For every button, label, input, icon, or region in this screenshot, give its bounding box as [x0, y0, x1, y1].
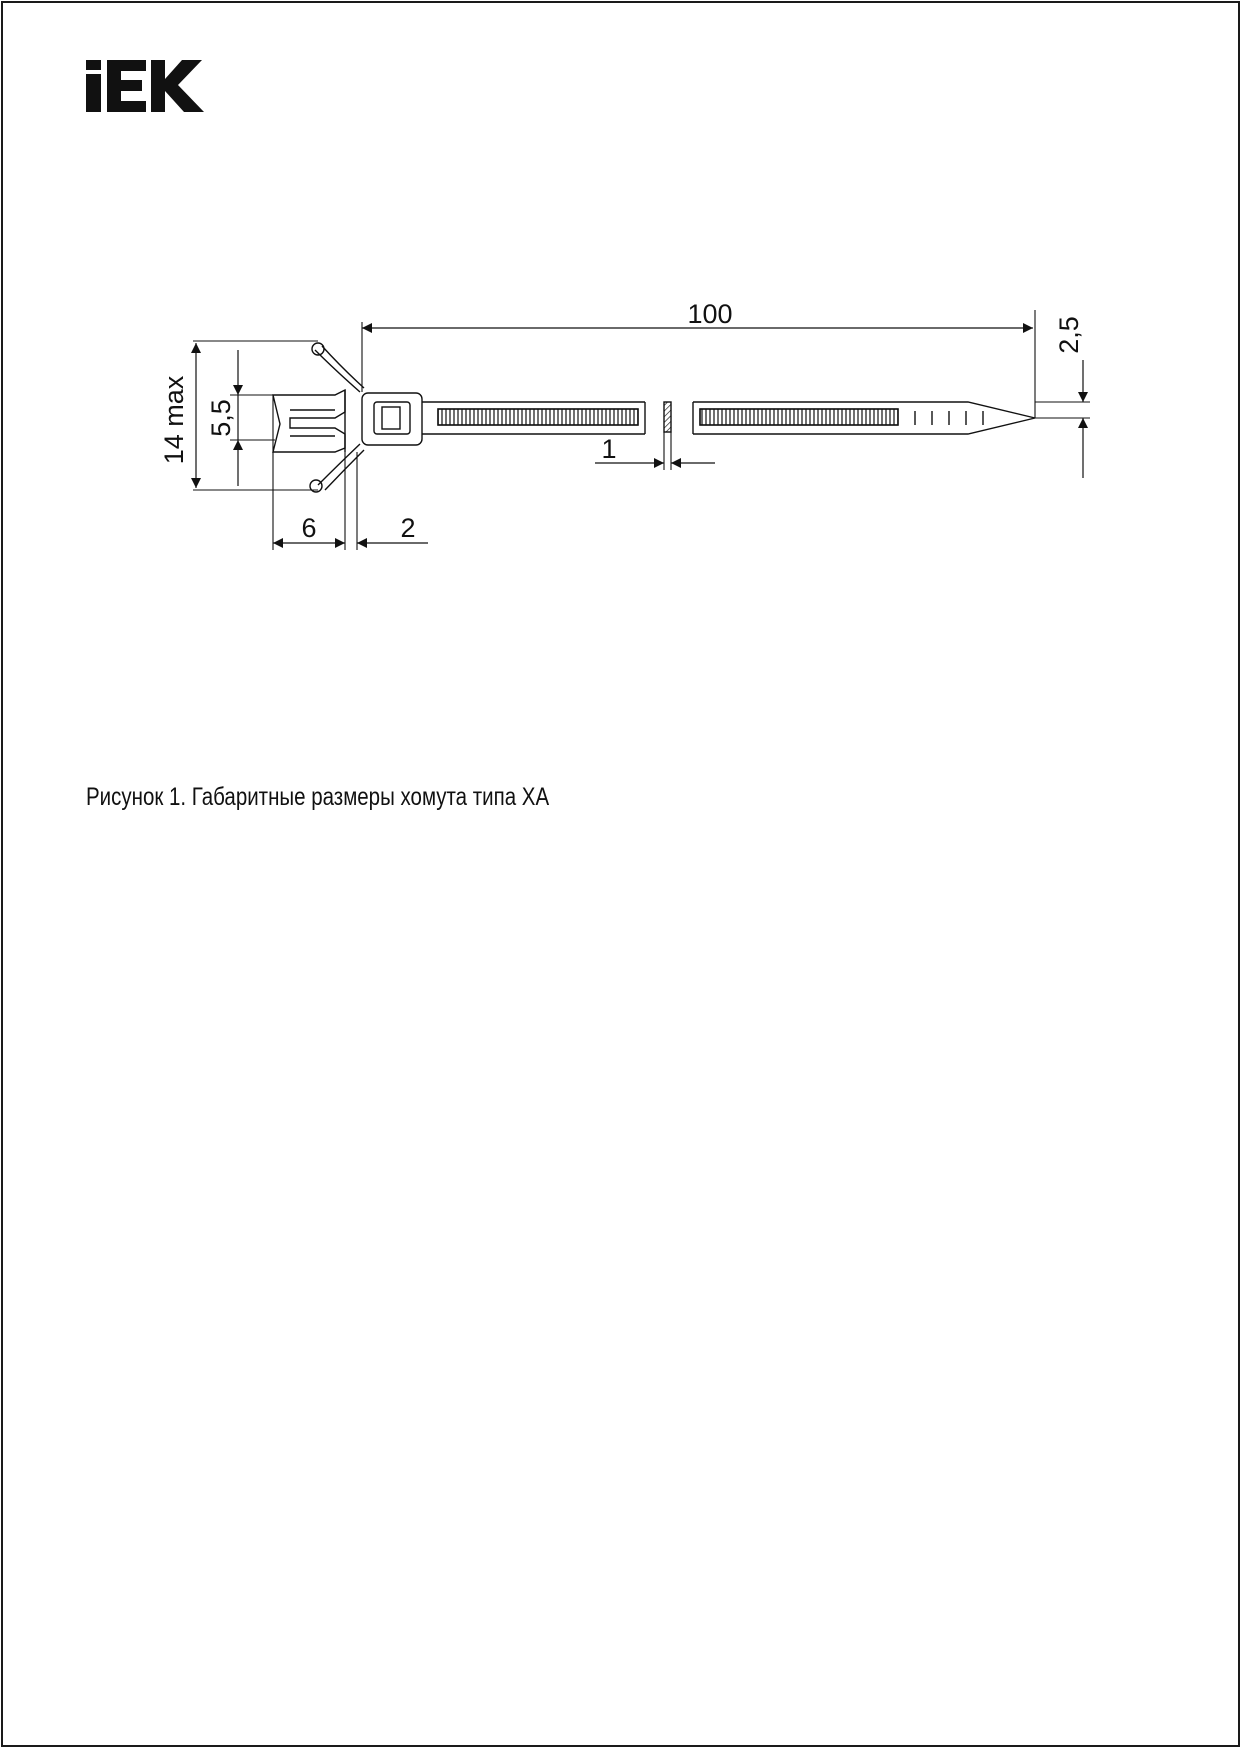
tie-outline	[273, 343, 1035, 492]
dim-gap-label: 2	[400, 513, 416, 543]
dim-anchor-depth-label: 6	[301, 513, 317, 543]
dim-length-label: 100	[687, 299, 733, 329]
figure-caption: Рисунок 1. Габаритные размеры хомута типа ХА	[86, 783, 550, 811]
dim-head-offset-label: 2,5	[1054, 316, 1084, 354]
extension-lines	[193, 310, 1090, 550]
cable-tie-drawing	[0, 0, 1243, 620]
dim-thickness-label: 1	[601, 434, 617, 464]
dim-anchor-width-label: 5,5	[206, 399, 236, 437]
dim-max-height-label: 14 max	[159, 375, 189, 465]
